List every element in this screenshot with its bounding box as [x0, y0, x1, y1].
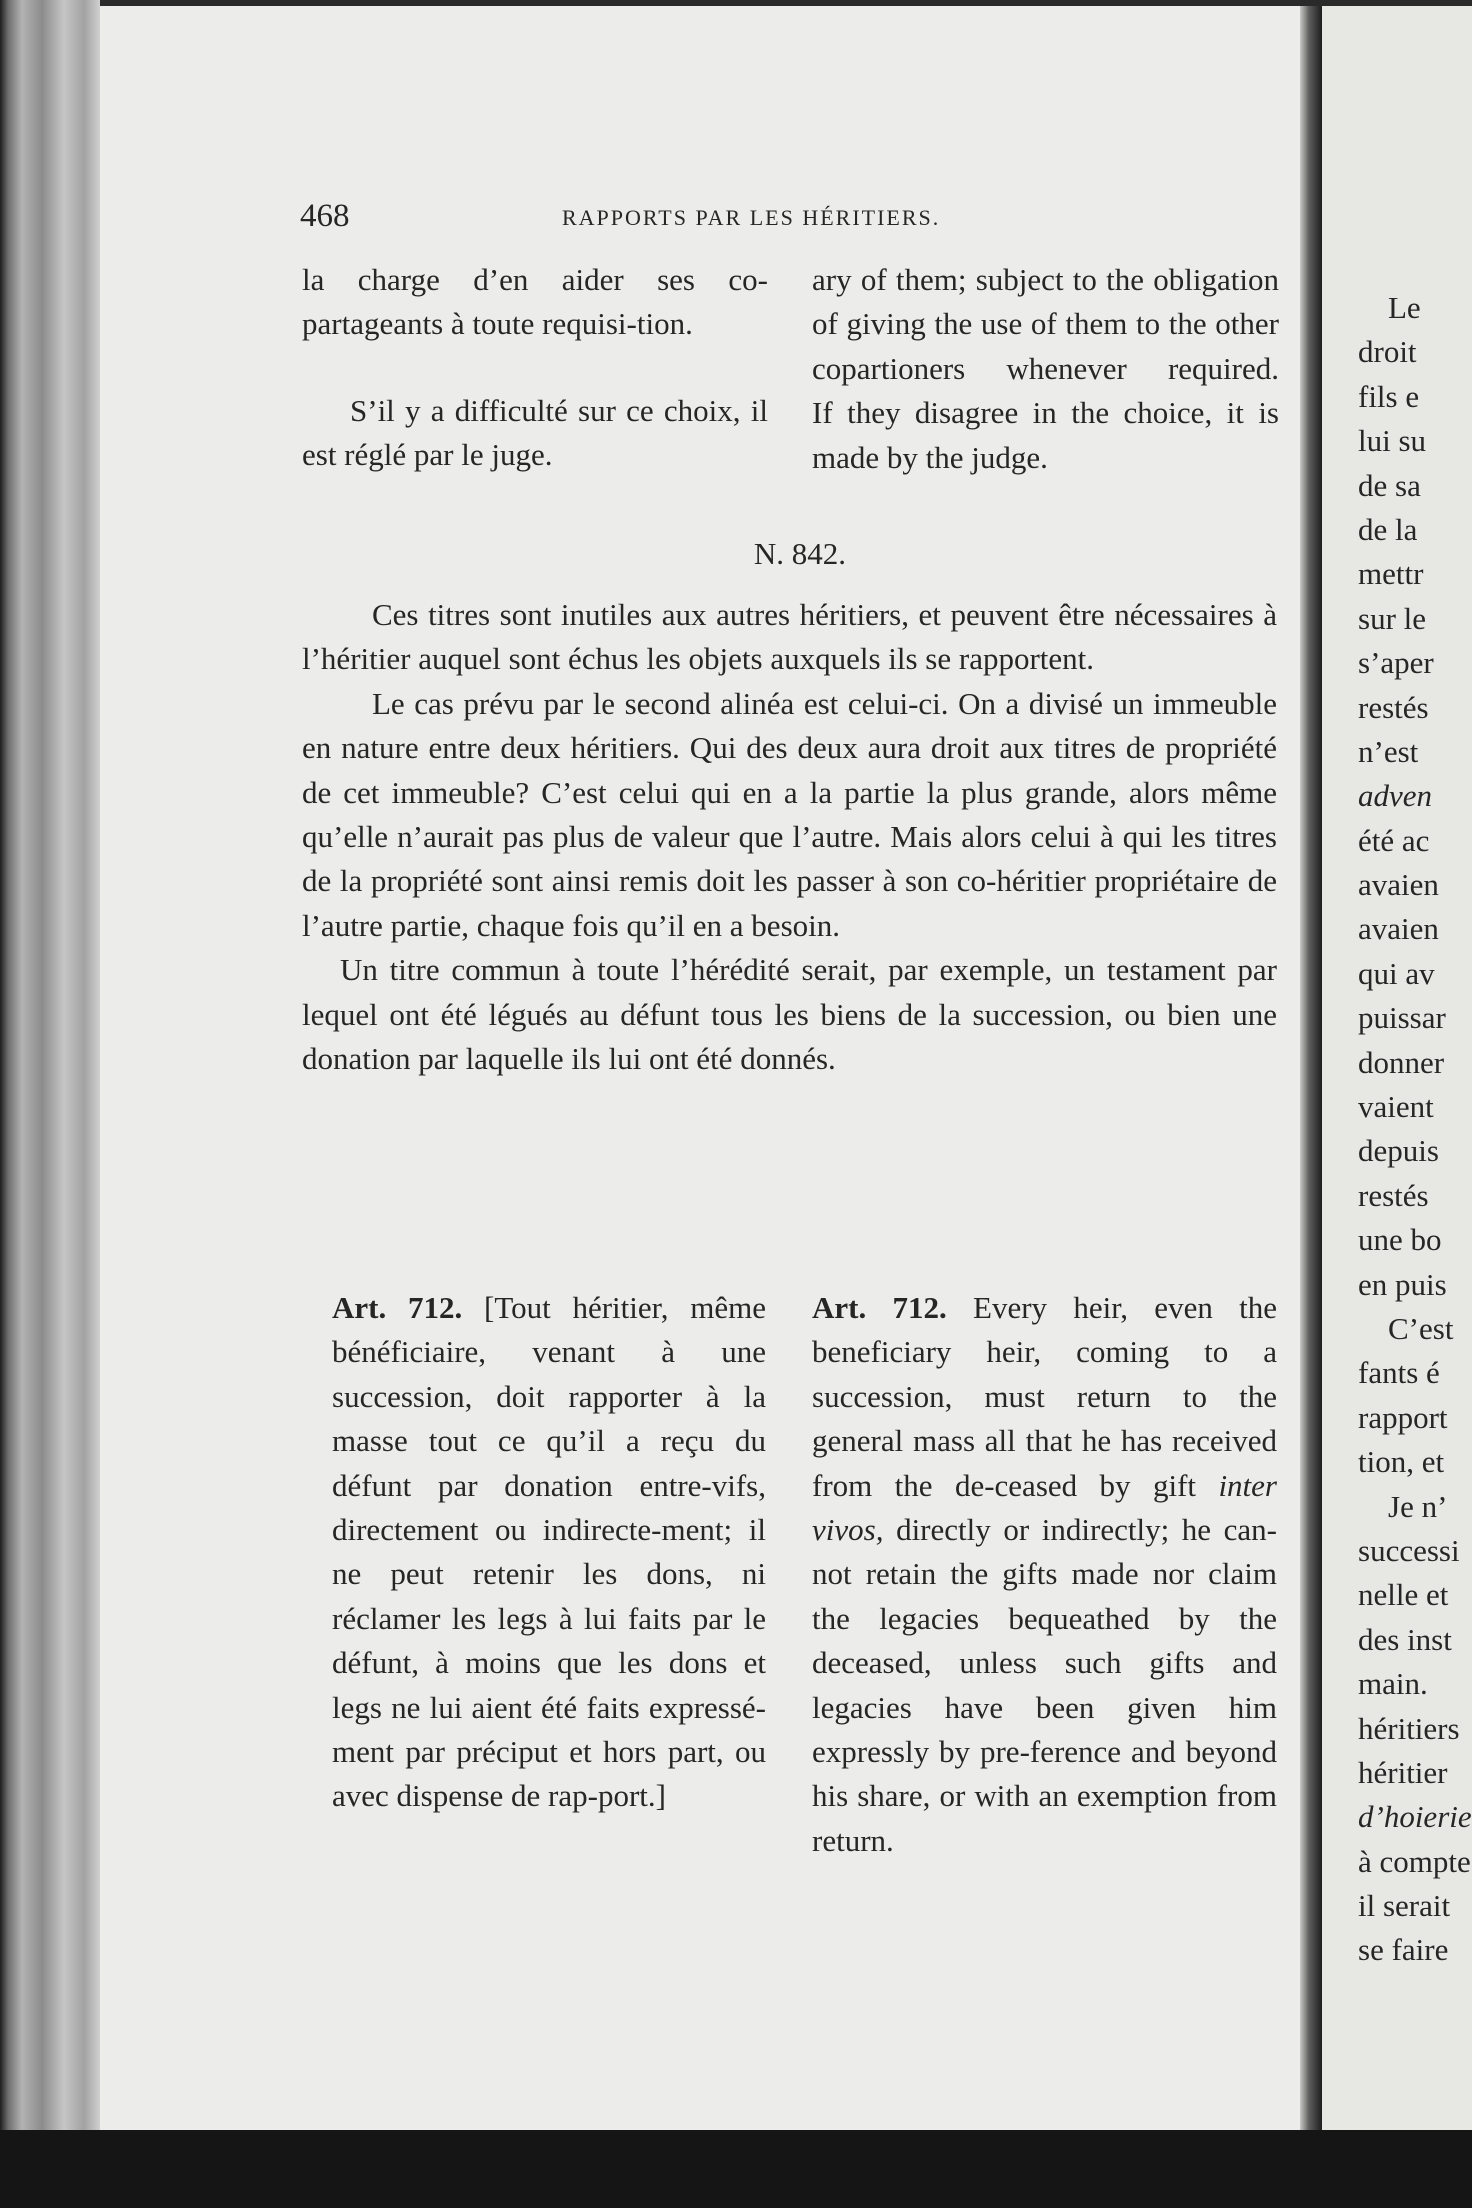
article-body: Every heir, even the beneficiary heir, coming to a succession, must return to the general mass all that he has received from the de-ceased by gift — [812, 1290, 1277, 1503]
facing-page-line: héritiers — [1358, 1710, 1460, 1746]
facing-page-line: de la — [1358, 511, 1418, 547]
facing-page-line: il serait — [1358, 1888, 1451, 1924]
facing-page-text — [1358, 286, 1472, 1973]
running-head: RAPPORTS PAR LES HÉRITIERS. — [562, 205, 941, 230]
french-article — [332, 1286, 766, 1819]
facing-page-line: rapport — [1358, 1399, 1448, 1435]
facing-page-line: Le — [1388, 290, 1421, 325]
french-column-top — [302, 258, 768, 478]
french-paragraph: la charge d’en aider ses co-partageants à toute requisi-tion. — [302, 262, 768, 342]
facing-page-line: avaien — [1358, 911, 1439, 947]
facing-page-line: une bo — [1358, 1222, 1442, 1258]
english-paragraph: ary of them; subject to the obligation of giving the use of them to the other copartioners whenever required. — [812, 262, 1279, 386]
facing-page-line: vaient — [1358, 1089, 1434, 1125]
facing-page-line: fants é — [1358, 1355, 1440, 1391]
facing-page-line: tion, et — [1358, 1444, 1445, 1480]
article-heading: Art. 712. — [332, 1290, 463, 1325]
book-gutter — [1300, 6, 1322, 2136]
facing-page-line: mettr — [1358, 556, 1424, 592]
facing-page-line: depuis — [1358, 1133, 1439, 1169]
facing-page-line: qui av — [1358, 955, 1435, 991]
french-paragraph: S’il y a difficulté sur ce choix, il est réglé par le juge. — [302, 392, 768, 473]
facing-page-line: puissar — [1358, 1000, 1446, 1036]
facing-page-line: successi — [1358, 1532, 1460, 1568]
facing-page-line: n’est — [1358, 733, 1419, 769]
facing-page-line: s’aper — [1358, 645, 1434, 681]
english-article — [812, 1286, 1277, 1863]
facing-page-line: restés — [1358, 1177, 1429, 1213]
facing-page-line: en puis — [1358, 1266, 1447, 1302]
facing-page-line: nelle et — [1358, 1577, 1449, 1613]
page-number: 468 — [300, 198, 350, 234]
facing-page-line: main. — [1358, 1666, 1428, 1702]
facing-page-line: des inst — [1358, 1621, 1452, 1657]
commentary-paragraph: Un titre commun à toute l’hérédité serait, par exemple, un testament par lequel ont été légués au défunt tous les biens de la succession, ou bien une donation par laquelle ils lui ont été donnés. — [302, 952, 1277, 1077]
facing-page-line: droit — [1358, 334, 1417, 370]
facing-page-line: sur le — [1358, 600, 1427, 636]
commentary-paragraph: Le cas prévu par le second alinéa est celui-ci. On a divisé un immeuble en nature entre deux héritiers. Qui des deux aura droit aux titres de propriété de cet immeuble? C’est celui qui en a la partie la plus grande, alors même qu’elle n’aurait pas plus de valeur que l’autre. Mais alors celui à qui les titres de la propriété sont ainsi remis doit les passer à son co-héritier propriétaire de l’autre partie, chaque fois qu’il en a besoin. — [302, 685, 1277, 943]
facing-page-line: héritier — [1358, 1754, 1448, 1790]
book-page-edges — [0, 0, 100, 2130]
facing-page-line: lui su — [1358, 423, 1427, 459]
page-header — [300, 196, 1280, 240]
facing-page-line: adven — [1358, 778, 1433, 814]
commentary — [302, 593, 1277, 1081]
facing-page-line: Je n’ — [1388, 1488, 1448, 1524]
facing-page-line: été ac — [1358, 822, 1430, 858]
facing-page-line: à compte — [1358, 1843, 1471, 1879]
facing-page-line: avaien — [1358, 867, 1439, 903]
facing-page-line: de sa — [1358, 467, 1421, 503]
article-body-continued: directly or indirectly; he can-not retain the gifts made nor claim the legacies bequeathed by the deceased, unless such gifts and legacies have been given him expressly by pre-ference and beyond his share, or with an exemption from return. — [812, 1512, 1277, 1858]
facing-page-line: d’hoierie — [1358, 1799, 1472, 1835]
facing-page-line: se faire — [1358, 1932, 1449, 1968]
facing-page-line: C’est — [1388, 1310, 1454, 1346]
commentary-paragraph: Ces titres sont inutiles aux autres héritiers, et peuvent être nécessaires à l’héritier auquel sont échus les objets auxquels ils se rapportent. — [302, 597, 1277, 677]
article-heading: Art. 712. — [812, 1290, 947, 1325]
english-paragraph: If they disagree in the choice, it is made by the judge. — [812, 395, 1279, 475]
latin-phrase: inter vivos, — [812, 1467, 1277, 1548]
bottom-shadow — [0, 2130, 1472, 2208]
facing-page-line: donner — [1358, 1044, 1445, 1080]
article-body: [Tout héritier, même bénéficiaire, venant à une succession, doit rapporter à la masse tout ce qu’il a reçu du défunt par donation entre-vifs, directement ou indirecte-ment; il ne peut retenir les dons, ni réclamer les legs à lui faits par le défunt, à moins que les dons et legs ne lui aient été faits expressé-ment par préciput et hors part, ou avec dispense de rap-port.] — [332, 1290, 766, 1814]
english-column-top — [812, 258, 1279, 480]
facing-page-line: fils e — [1358, 378, 1420, 414]
note-label: N. 842. — [753, 536, 847, 571]
facing-page-line: restés — [1358, 689, 1429, 725]
